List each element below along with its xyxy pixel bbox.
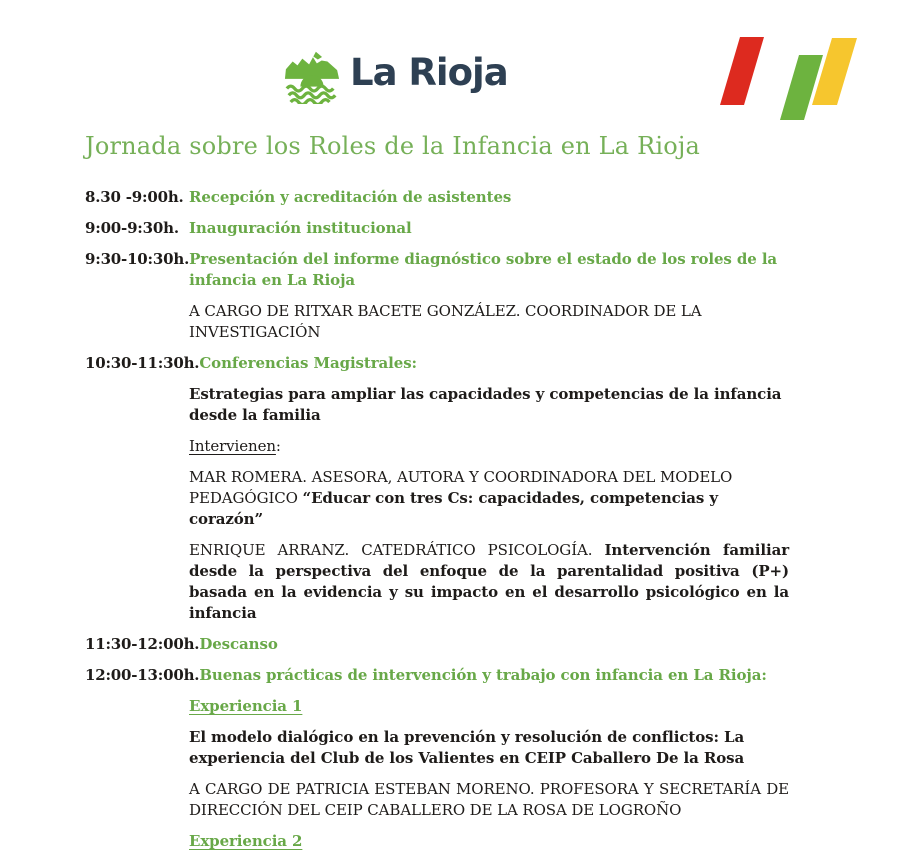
session-text: [189, 831, 789, 852]
schedule-row: [85, 301, 791, 343]
text-segment: Experiencia 1: [189, 697, 303, 715]
session-time: 9:30-10:30h.: [85, 250, 190, 268]
session-text: [199, 353, 791, 374]
text-segment: Conferencias Magistrales:: [199, 354, 417, 372]
schedule-row: [85, 353, 791, 374]
session-time: [85, 467, 189, 530]
session-text: [199, 665, 791, 686]
session-time: 8.30 -9:00h.: [85, 188, 184, 206]
la-rioja-logo: [283, 46, 508, 104]
session-time: [85, 540, 189, 624]
session-time: [85, 384, 189, 426]
session-text: [189, 436, 789, 457]
schedule-row: [85, 665, 791, 686]
session-text: [189, 779, 789, 821]
session-text: [189, 384, 789, 426]
text-segment: A CARGO DE PATRICIA ESTEBAN MORENO. PROFESORA Y SECRETARÍA DE DIRECCIÓN DEL CEIP CABALLERO DE LA ROSA DE LOGROÑO: [189, 780, 789, 819]
text-segment: Descanso: [199, 635, 278, 653]
schedule-row: [85, 696, 791, 717]
mountain-sun-waves-icon: [283, 46, 341, 104]
schedule-row: [85, 436, 791, 457]
session-time: 12:00-13:00h.: [85, 666, 200, 684]
page-title: Jornada sobre los Roles de la Infancia en La Rioja: [85, 132, 701, 160]
schedule-row: [85, 218, 791, 239]
session-time: [85, 696, 189, 717]
text-segment: El modelo dialógico en la prevención y resolución de conflictos: La experiencia del Club de los Valientes en CEIP Caballero De la Rosa: [189, 728, 745, 767]
schedule-row: [85, 384, 791, 426]
page-header: [0, 0, 900, 122]
text-segment: :: [275, 437, 281, 455]
session-time: [85, 301, 189, 343]
session-text: [189, 187, 789, 208]
text-segment: ENRIQUE ARRANZ. CATEDRÁTICO PSICOLOGÍA.: [189, 541, 605, 559]
schedule-row: [85, 831, 791, 852]
text-segment: MAR ROMERA. ASESORA, AUTORA Y COORDINADORA DEL MODELO PEDAGÓGICO: [189, 468, 733, 507]
session-text: [189, 249, 789, 291]
schedule: [85, 187, 791, 852]
session-time: [85, 727, 189, 769]
session-time: [85, 779, 189, 821]
text-segment: Intervienen: [189, 437, 276, 455]
text-segment: Experiencia 2: [189, 832, 303, 850]
session-time: [85, 831, 189, 852]
session-text: [189, 696, 789, 717]
session-text: [199, 634, 791, 655]
session-text: [189, 540, 789, 624]
text-segment: Presentación del informe diagnóstico sobre el estado de los roles de la infancia en La Rioja: [189, 250, 778, 289]
session-text: [189, 301, 789, 343]
text-segment: Recepción y acreditación de asistentes: [189, 188, 512, 206]
schedule-row: [85, 187, 791, 208]
schedule-row: [85, 779, 791, 821]
text-segment: “Educar con tres Cs: capacidades, competencias y corazón”: [189, 489, 719, 528]
session-time: 10:30-11:30h.: [85, 354, 200, 372]
session-time: 11:30-12:00h.: [85, 635, 200, 653]
text-segment: Estrategias para ampliar las capacidades y competencias de la infancia desde la familia: [189, 385, 782, 424]
rioja-flag-stripes-icon: [712, 25, 872, 129]
text-segment: A CARGO DE RITXAR BACETE GONZÁLEZ. COORDINADOR DE LA INVESTIGACIÓN: [189, 302, 702, 341]
session-time: [85, 436, 189, 457]
schedule-row: [85, 727, 791, 769]
text-segment: Buenas prácticas de intervención y trabajo con infancia en La Rioja:: [199, 666, 767, 684]
session-text: [189, 467, 789, 530]
schedule-row: [85, 249, 791, 291]
text-segment: Inauguración institucional: [189, 219, 412, 237]
session-text: [189, 218, 789, 239]
schedule-row: [85, 467, 791, 530]
schedule-row: [85, 540, 791, 624]
session-time: 9:00-9:30h.: [85, 219, 179, 237]
text-segment: Intervención familiar desde la perspectiva del enfoque de la parentalidad positiva (P+) basada en la evidencia y su impacto en el desarrollo psicológico en la infancia: [189, 541, 789, 622]
session-text: [189, 727, 789, 769]
la-rioja-wordmark: La Rioja: [350, 50, 508, 94]
schedule-row: [85, 634, 791, 655]
